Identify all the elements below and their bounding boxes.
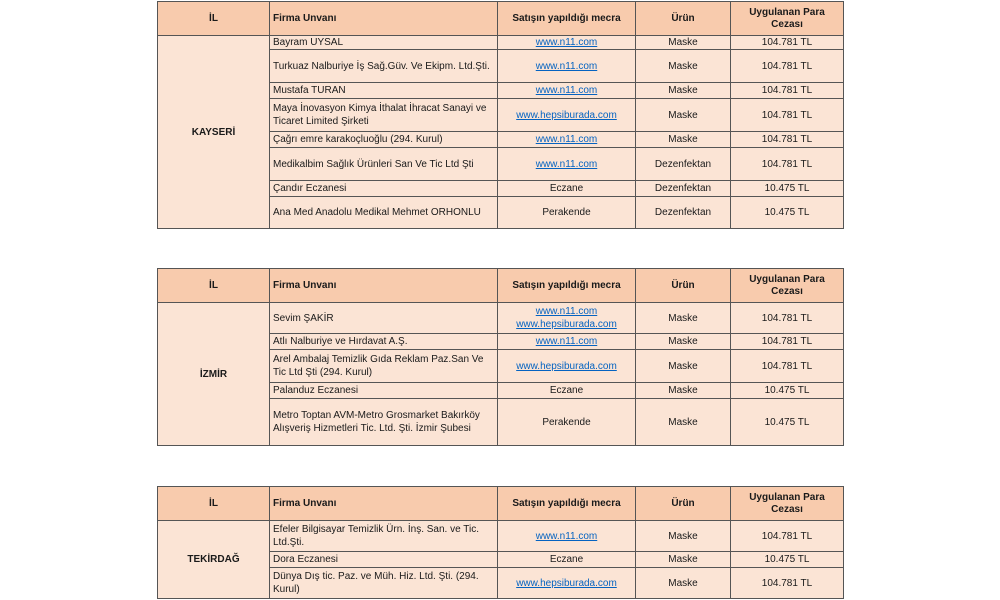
urun-cell: Maske	[636, 334, 731, 350]
urun-cell: Dezenfektan	[636, 197, 731, 229]
mecra-cell	[498, 334, 636, 350]
urun-cell: Maske	[636, 399, 731, 446]
ceza-cell: 10.475 TL	[731, 383, 844, 399]
mecra-text: Eczane	[549, 183, 584, 194]
urun-cell: Maske	[636, 350, 731, 383]
firma-cell: Palanduz Eczanesi	[270, 383, 498, 399]
mecra-cell	[498, 521, 636, 552]
mecra-link[interactable]: www.n11.com	[535, 37, 598, 48]
header-firma: Firma Unvanı	[270, 269, 498, 303]
mecra-cell	[498, 568, 636, 599]
mecra-link[interactable]: www.n11.com	[535, 530, 598, 542]
table-header-row	[158, 2, 844, 36]
mecra-link[interactable]: www.hepsiburada.com	[516, 577, 617, 589]
table-header-row	[158, 487, 844, 521]
mecra-cell	[498, 50, 636, 83]
urun-cell: Maske	[636, 99, 731, 132]
mecra-cell	[498, 181, 636, 197]
mecra-cell	[498, 383, 636, 399]
province-cell: İZMİR	[158, 303, 270, 446]
ceza-cell: 104.781 TL	[731, 350, 844, 383]
header-il: İL	[158, 487, 270, 521]
firma-cell: Çağrı emre karakoçluoğlu (294. Kurul)	[270, 132, 498, 148]
header-firma: Firma Unvanı	[270, 487, 498, 521]
header-il: İL	[158, 269, 270, 303]
table-row	[158, 521, 844, 552]
tekirdag-table	[157, 486, 844, 599]
firma-cell: Bayram UYSAL	[270, 36, 498, 50]
urun-cell: Maske	[636, 132, 731, 148]
mecra-cell	[498, 303, 636, 334]
firma-cell: Efeler Bilgisayar Temizlik Ürn. İnş. San. ve Tic. Ltd.Şti.	[270, 521, 498, 552]
mecra-text: Perakende	[542, 207, 591, 218]
izmir-table	[157, 268, 844, 446]
ceza-cell: 104.781 TL	[731, 521, 844, 552]
ceza-cell: 104.781 TL	[731, 132, 844, 148]
firma-cell: Ana Med Anadolu Medikal Mehmet ORHONLU	[270, 197, 498, 229]
mecra-cell	[498, 197, 636, 229]
ceza-cell: 104.781 TL	[731, 83, 844, 99]
firma-cell: Arel Ambalaj Temizlik Gıda Reklam Paz.San Ve Tic Ltd Şti (294. Kurul)	[270, 350, 498, 383]
firma-cell: Dünya Dış tic. Paz. ve Müh. Hiz. Ltd. Şti. (294. Kurul)	[270, 568, 498, 599]
ceza-cell: 104.781 TL	[731, 36, 844, 50]
ceza-cell: 104.781 TL	[731, 568, 844, 599]
mecra-text: Eczane	[549, 554, 584, 565]
mecra-link[interactable]: www.hepsiburada.com	[516, 360, 617, 372]
table-row	[158, 36, 844, 50]
ceza-cell: 104.781 TL	[731, 148, 844, 181]
urun-cell: Maske	[636, 552, 731, 568]
urun-cell: Maske	[636, 83, 731, 99]
urun-cell: Dezenfektan	[636, 181, 731, 197]
firma-cell: Sevim ŞAKİR	[270, 303, 498, 334]
table-header-row	[158, 269, 844, 303]
ceza-cell: 104.781 TL	[731, 303, 844, 334]
header-ceza: Uygulanan Para Cezası	[731, 2, 844, 36]
mecra-link[interactable]: www.n11.com	[535, 306, 598, 317]
mecra-cell	[498, 36, 636, 50]
header-mecra: Satışın yapıldığı mecra	[498, 269, 636, 303]
firma-cell: Dora Eczanesi	[270, 552, 498, 568]
urun-cell: Maske	[636, 36, 731, 50]
ceza-cell: 104.781 TL	[731, 334, 844, 350]
ceza-cell: 10.475 TL	[731, 399, 844, 446]
urun-cell: Maske	[636, 50, 731, 83]
header-mecra: Satışın yapıldığı mecra	[498, 487, 636, 521]
header-firma: Firma Unvanı	[270, 2, 498, 36]
province-cell: KAYSERİ	[158, 36, 270, 229]
urun-cell: Maske	[636, 521, 731, 552]
mecra-cell	[498, 99, 636, 132]
table-row	[158, 303, 844, 334]
firma-cell: Turkuaz Nalburiye İş Sağ.Güv. Ve Ekipm. Ltd.Şti.	[270, 50, 498, 83]
mecra-cell	[498, 132, 636, 148]
header-ceza: Uygulanan Para Cezası	[731, 269, 844, 303]
ceza-cell: 10.475 TL	[731, 181, 844, 197]
header-ceza: Uygulanan Para Cezası	[731, 487, 844, 521]
mecra-link[interactable]: www.n11.com	[535, 60, 598, 72]
header-urun: Ürün	[636, 2, 731, 36]
firma-cell: Mustafa TURAN	[270, 83, 498, 99]
kayseri-table	[157, 1, 844, 229]
ceza-cell: 104.781 TL	[731, 50, 844, 83]
mecra-link[interactable]: www.n11.com	[535, 134, 598, 145]
mecra-cell	[498, 350, 636, 383]
mecra-cell	[498, 552, 636, 568]
urun-cell: Maske	[636, 568, 731, 599]
mecra-cell	[498, 148, 636, 181]
header-urun: Ürün	[636, 269, 731, 303]
urun-cell: Maske	[636, 383, 731, 399]
firma-cell: Medikalbim Sağlık Ürünleri San Ve Tic Ltd Şti	[270, 148, 498, 181]
header-il: İL	[158, 2, 270, 36]
ceza-cell: 10.475 TL	[731, 197, 844, 229]
mecra-link[interactable]: www.hepsiburada.com	[516, 109, 617, 121]
firma-cell: Atlı Nalburiye ve Hırdavat A.Ş.	[270, 334, 498, 350]
mecra-link[interactable]: www.hepsiburada.com	[516, 319, 617, 330]
mecra-text: Eczane	[549, 385, 584, 396]
ceza-cell: 10.475 TL	[731, 552, 844, 568]
mecra-cell	[498, 83, 636, 99]
header-urun: Ürün	[636, 487, 731, 521]
mecra-link[interactable]: www.n11.com	[535, 85, 598, 96]
firma-cell: Metro Toptan AVM-Metro Grosmarket Bakırköy Alışveriş Hizmetleri Tic. Ltd. Şti. İzmir Şubesi	[270, 399, 498, 446]
firma-cell: Çandır Eczanesi	[270, 181, 498, 197]
mecra-text: Perakende	[542, 416, 591, 428]
mecra-cell	[498, 399, 636, 446]
mecra-link[interactable]: www.n11.com	[535, 336, 598, 347]
urun-cell: Maske	[636, 303, 731, 334]
province-cell: TEKİRDAĞ	[158, 521, 270, 599]
header-mecra: Satışın yapıldığı mecra	[498, 2, 636, 36]
firma-cell: Maya İnovasyon Kimya İthalat İhracat Sanayi ve Ticaret Limited Şirketi	[270, 99, 498, 132]
urun-cell: Dezenfektan	[636, 148, 731, 181]
ceza-cell: 104.781 TL	[731, 99, 844, 132]
mecra-link[interactable]: www.n11.com	[535, 158, 598, 170]
